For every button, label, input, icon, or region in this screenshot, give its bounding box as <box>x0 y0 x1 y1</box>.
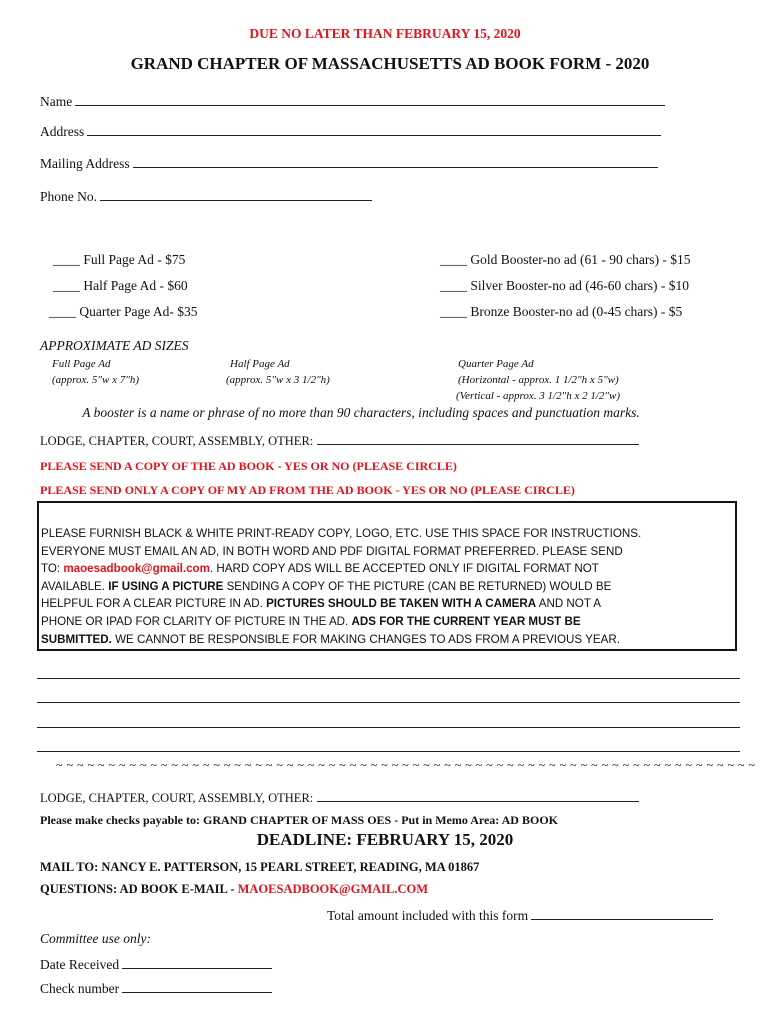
questions-email-link[interactable]: MAOESADBOOK@GMAIL.COM <box>237 882 429 896</box>
quarter-page-horizontal-dim: (Horizontal - approx. 1 1/2"h x 5"w) <box>458 374 619 386</box>
address-input-line[interactable] <box>87 121 661 136</box>
copy-my-ad-request[interactable]: PLEASE SEND ONLY A COPY OF MY AD FROM THE AD BOOK - YES OR NO (PLEASE CIRCLE) <box>40 483 575 497</box>
instructions-line: TO: maoesadbook@gmail.com. HARD COPY ADS WILL BE ACCEPTED ONLY IF DIGITAL FORMAT NOT <box>41 562 599 576</box>
half-page-size-dim: (approx. 5"w x 3 1/2"h) <box>226 374 330 386</box>
lodge-label: LODGE, CHAPTER, COURT, ASSEMBLY, OTHER: <box>40 434 314 448</box>
full-page-size-label: Full Page Ad <box>52 358 111 370</box>
name-input-line[interactable] <box>75 91 665 106</box>
writing-line[interactable] <box>37 751 740 752</box>
instructions-line: EVERYONE MUST EMAIL AN AD, IN BOTH WORD AND PDF DIGITAL FORMAT PREFERRED. PLEASE SEND <box>41 544 623 558</box>
lodge-field-top[interactable] <box>40 432 639 449</box>
questions-line <box>40 882 428 897</box>
mailing-address-label: Mailing Address <box>40 156 130 171</box>
check-number-label: Check number <box>40 981 120 996</box>
due-date-notice: DUE NO LATER THAN FEBRUARY 15, 2020 <box>249 26 521 41</box>
address-label: Address <box>40 124 85 139</box>
quarter-page-size-label: Quarter Page Ad <box>458 358 534 370</box>
address-field[interactable] <box>40 121 661 140</box>
quarter-page-vertical-dim: (Vertical - approx. 3 1/2"h x 2 1/2"w) <box>456 390 621 402</box>
instructions-box[interactable] <box>37 501 737 651</box>
instructions-line: AVAILABLE. IF USING A PICTURE SENDING A COPY OF THE PICTURE (CAN BE RETURNED) WOULD BE <box>41 579 612 593</box>
option-quarter-page[interactable]: ____ Quarter Page Ad- $35 <box>49 304 198 319</box>
lodge-input-line[interactable] <box>317 789 639 802</box>
total-amount-input-line[interactable] <box>531 906 713 920</box>
ad-book-email-link[interactable]: maoesadbook@gmail.com <box>63 562 210 576</box>
copy-ad-book-request[interactable]: PLEASE SEND A COPY OF THE AD BOOK - YES OR NO (PLEASE CIRCLE) <box>40 459 457 473</box>
booster-note: A booster is a name or phrase of no more than 90 characters, including spaces and punctuation marks. <box>82 405 640 420</box>
half-page-size-label: Half Page Ad <box>230 358 290 370</box>
questions-label: QUESTIONS: AD BOOK E-MAIL - <box>40 882 238 896</box>
total-amount-label: Total amount included with this form <box>327 908 529 923</box>
mailing-address-input-line[interactable] <box>133 153 658 168</box>
full-page-size-dim: (approx. 5"w x 7"h) <box>52 374 140 386</box>
lodge-label: LODGE, CHAPTER, COURT, ASSEMBLY, OTHER: <box>40 791 314 805</box>
deadline-heading: DEADLINE: FEBRUARY 15, 2020 <box>256 830 514 849</box>
mailing-address-field[interactable] <box>40 153 658 172</box>
instructions-line: SUBMITTED. WE CANNOT BE RESPONSIBLE FOR MAKING CHANGES TO ADS FROM A PREVIOUS YEAR. <box>41 632 620 646</box>
total-amount-field[interactable] <box>327 906 713 924</box>
option-bronze-booster[interactable]: ____ Bronze Booster-no ad (0-45 chars) - $5 <box>440 304 683 319</box>
instructions-line: HELPFUL FOR A CLEAR PICTURE IN AD. PICTURES SHOULD BE TAKEN WITH A CAMERA AND NOT A <box>41 597 602 611</box>
lodge-input-line[interactable] <box>317 432 639 445</box>
tilde-divider: ~ ~ ~ ~ ~ ~ ~ ~ ~ ~ ~ ~ ~ ~ ~ ~ ~ ~ ~ ~ ~ ~ ~ ~ ~ ~ ~ ~ ~ ~ ~ ~ ~ ~ ~ ~ ~ ~ ~ ~ ~ ~ ~ ~ ~ ~ ~ ~ ~ ~ ~ ~ ~ ~ ~ ~ ~ ~ ~ ~ ~ ~ ~ ~ ~ ~ ~ <box>56 758 756 772</box>
writing-line[interactable] <box>37 678 740 679</box>
lodge-field-bottom[interactable] <box>40 789 639 806</box>
instructions-line: PHONE OR IPAD FOR CLARITY OF PICTURE IN THE AD. ADS FOR THE CURRENT YEAR MUST BE <box>41 614 581 628</box>
name-label: Name <box>40 94 73 109</box>
instructions-line: PLEASE FURNISH BLACK & WHITE PRINT-READY COPY, LOGO, ETC. USE THIS SPACE FOR INSTRUCTIONS. <box>41 527 642 540</box>
option-half-page[interactable]: ____ Half Page Ad - $60 <box>53 278 188 293</box>
option-gold-booster[interactable]: ____ Gold Booster-no ad (61 - 90 chars) - $15 <box>440 252 691 267</box>
writing-line[interactable] <box>37 702 740 703</box>
option-silver-booster[interactable]: ____ Silver Booster-no ad (46-60 chars) - $10 <box>440 278 690 293</box>
check-number-field[interactable] <box>40 979 272 997</box>
phone-field[interactable] <box>40 186 372 205</box>
check-number-input-line[interactable] <box>122 979 272 993</box>
option-full-page[interactable]: ____ Full Page Ad - $75 <box>53 252 186 267</box>
phone-label: Phone No. <box>40 189 97 204</box>
form-title: GRAND CHAPTER OF MASSACHUSETTS AD BOOK FORM - 2020 <box>130 54 650 73</box>
date-received-input-line[interactable] <box>122 955 272 969</box>
mail-to-address: MAIL TO: NANCY E. PATTERSON, 15 PEARL STREET, READING, MA 01867 <box>40 860 480 874</box>
name-field[interactable] <box>40 91 665 110</box>
committee-heading: Committee use only: <box>40 931 151 946</box>
date-received-field[interactable] <box>40 955 272 973</box>
sizes-heading: APPROXIMATE AD SIZES <box>40 338 189 353</box>
writing-line[interactable] <box>37 727 740 728</box>
phone-input-line[interactable] <box>100 186 372 201</box>
payable-instruction: Please make checks payable to: GRAND CHAPTER OF MASS OES - Put in Memo Area: AD BOOK <box>40 813 558 827</box>
date-received-label: Date Received <box>40 957 120 972</box>
